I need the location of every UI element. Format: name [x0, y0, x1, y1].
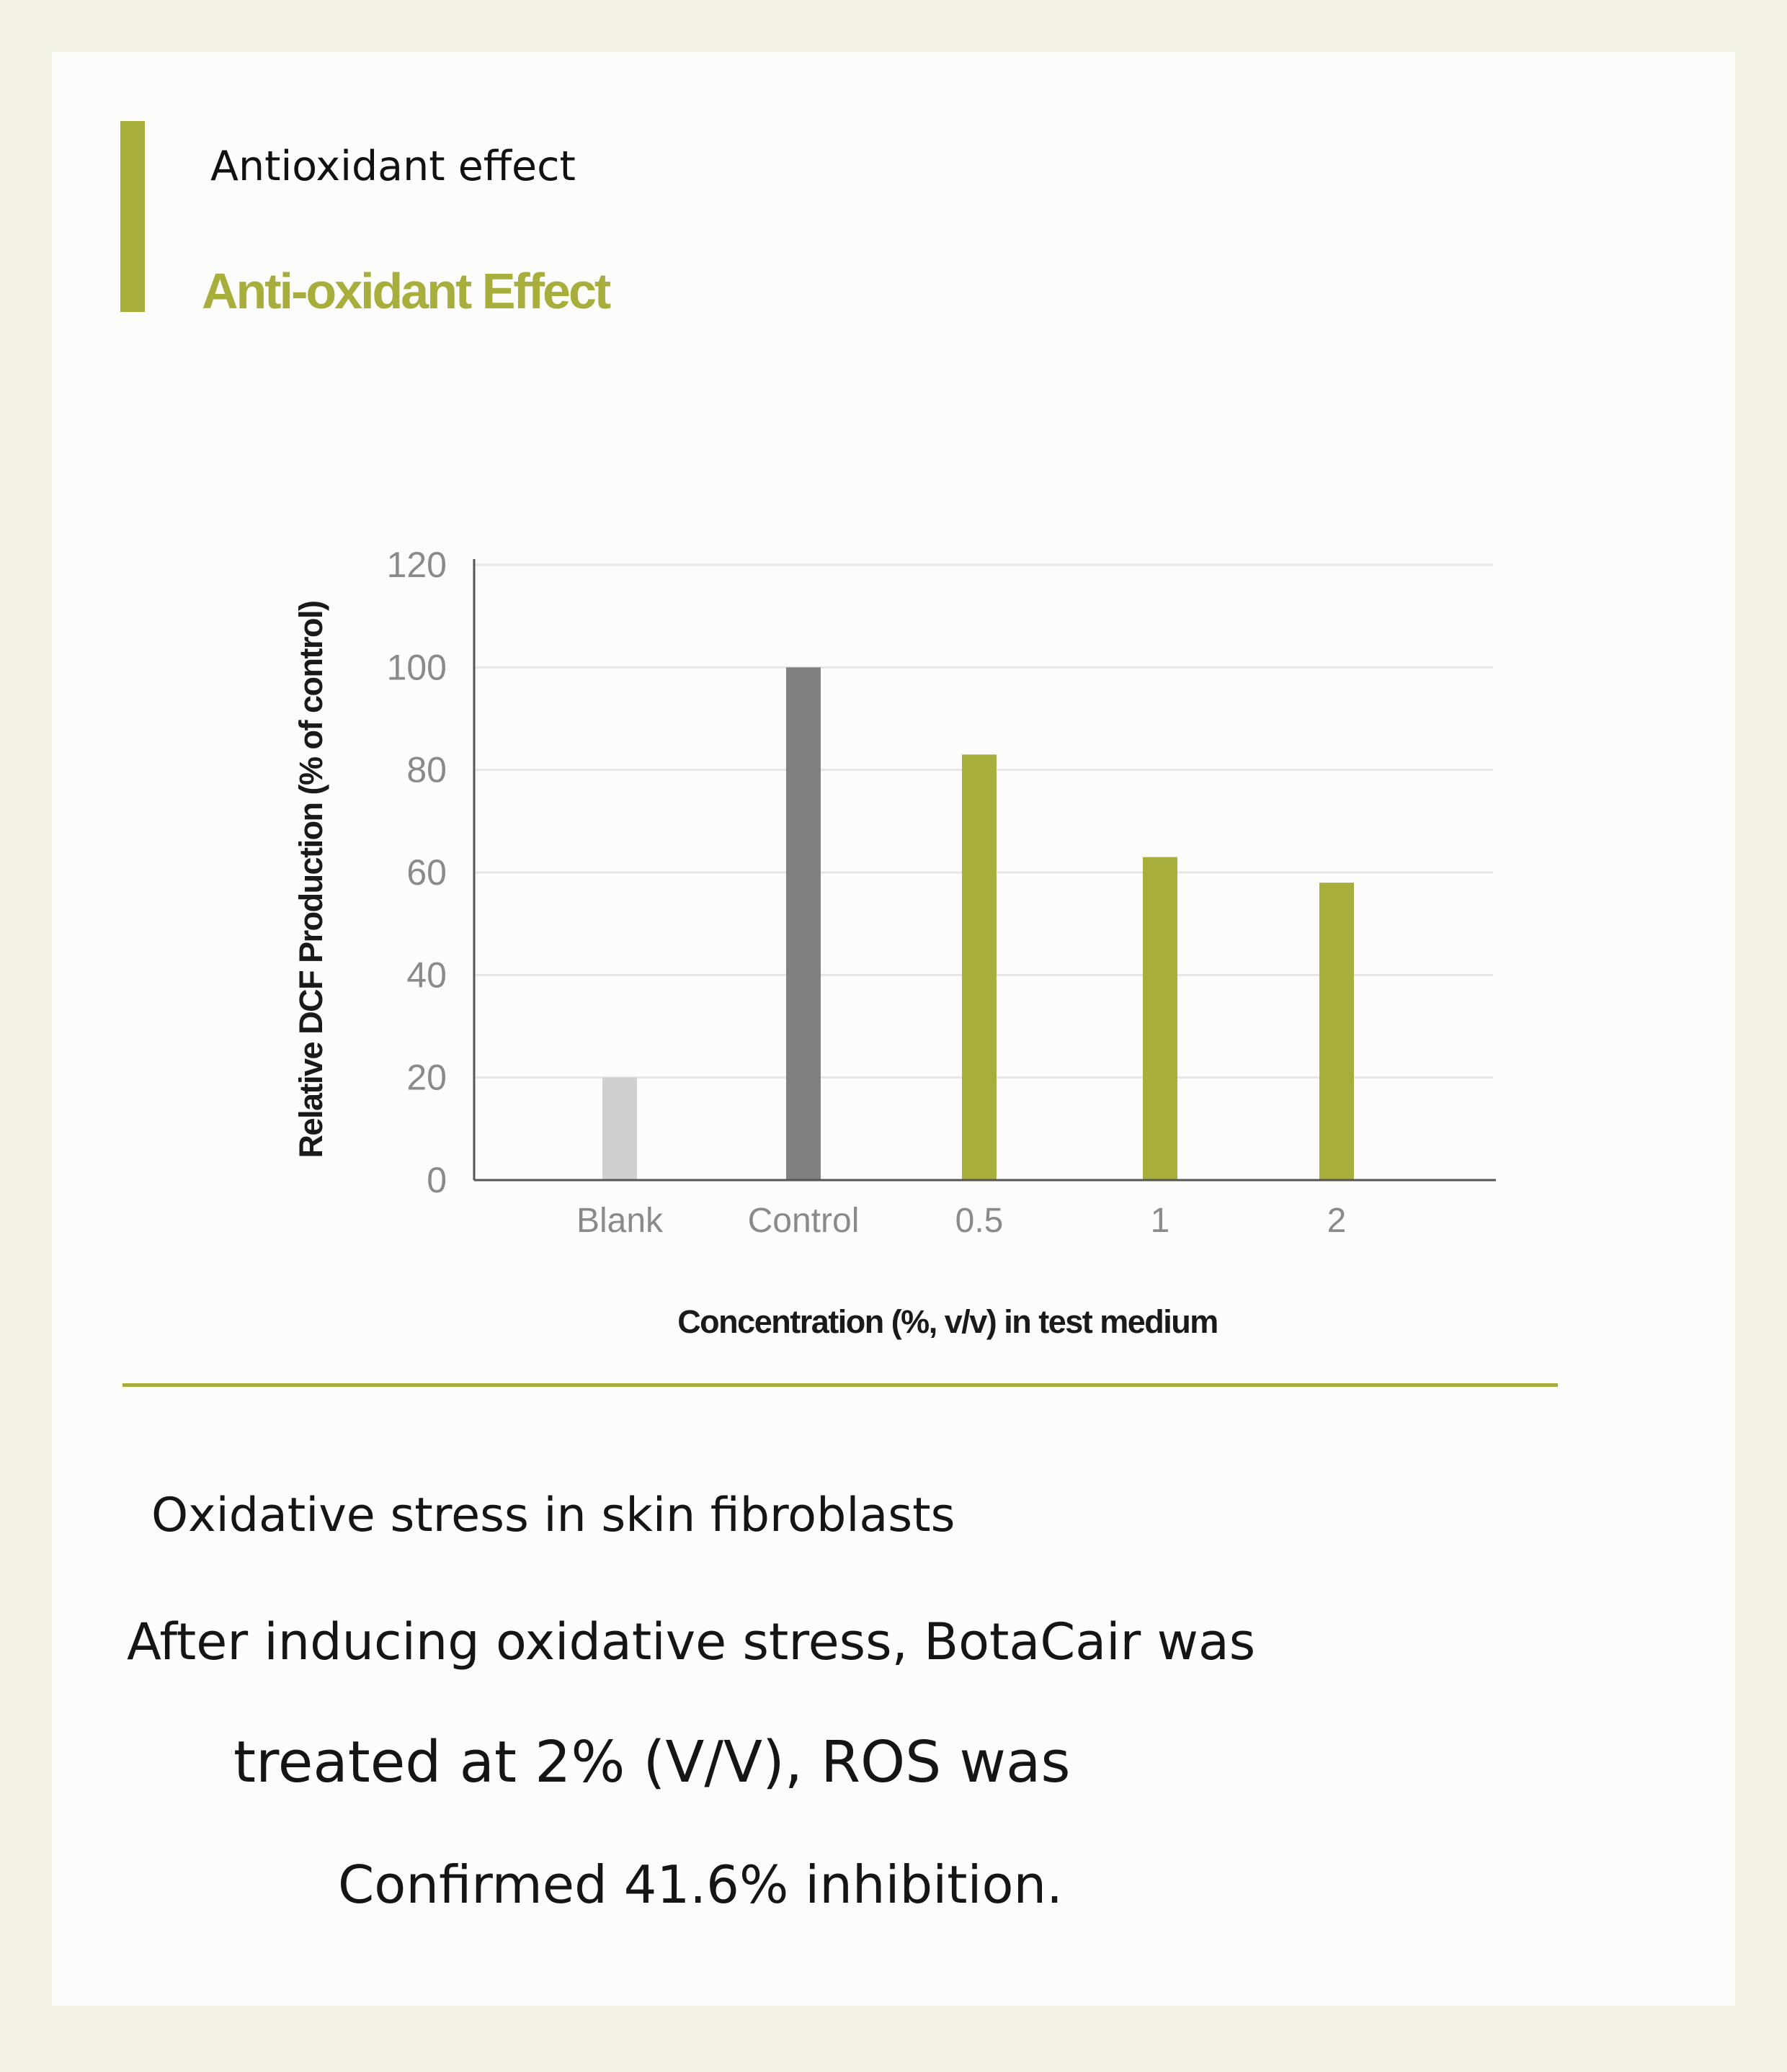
- bar-2: [1319, 883, 1354, 1180]
- description-subheading: Oxidative stress in skin fibroblasts: [151, 1488, 955, 1542]
- x-tick-label: 1: [1150, 1202, 1170, 1240]
- description-line-1: After inducing oxidative stress, BotaCair was: [127, 1612, 1256, 1671]
- section-divider: [122, 1383, 1558, 1387]
- section-title: Anti-oxidant Effect: [202, 263, 610, 319]
- x-tick-label: Control: [747, 1202, 860, 1240]
- y-axis-title: Relative DCF Production (% of control): [293, 601, 329, 1158]
- y-tick-label: 100: [386, 647, 447, 688]
- y-tick-labels: [387, 545, 447, 1200]
- y-tick-label: 60: [406, 852, 447, 893]
- x-tick-label: 0.5: [955, 1202, 1004, 1240]
- y-tick-label: 120: [386, 545, 447, 585]
- description-line-3: Confirmed 41.6% inhibition.: [338, 1854, 1064, 1915]
- y-tick-label: 80: [406, 749, 447, 790]
- bar-1: [1143, 857, 1177, 1180]
- y-tick-label: 40: [406, 955, 447, 996]
- bar-blank: [602, 1078, 637, 1180]
- x-tick-label: 2: [1327, 1202, 1347, 1240]
- x-axis-title: Concentration (%, v/v) in test medium: [677, 1303, 1218, 1340]
- x-tick-label: Blank: [576, 1202, 664, 1240]
- y-tick-label: 0: [427, 1160, 447, 1200]
- bar-0-5: [962, 754, 997, 1180]
- y-tick-label: 20: [406, 1057, 447, 1098]
- description-line-2: treated at 2% (V/V), ROS was: [233, 1729, 1071, 1795]
- x-tick-labels: [576, 1202, 1346, 1240]
- section-label: Antioxidant effect: [210, 143, 576, 190]
- chart-bars: [602, 667, 1354, 1180]
- bar-control: [786, 667, 821, 1180]
